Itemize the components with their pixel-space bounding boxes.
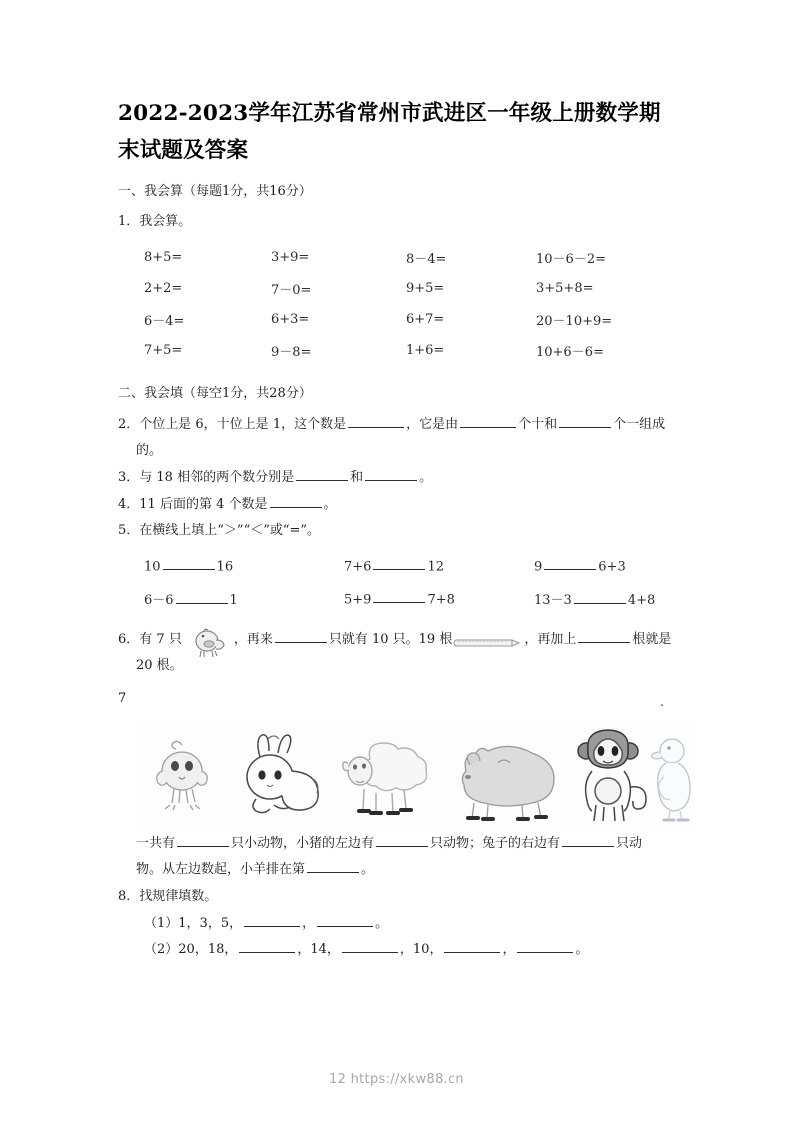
answer-blank[interactable] bbox=[296, 468, 348, 481]
answer-blank[interactable] bbox=[562, 833, 614, 846]
comparison-item bbox=[344, 590, 534, 607]
arithmetic-item: 6+3= bbox=[271, 312, 310, 328]
arithmetic-item: 6+7= bbox=[406, 312, 445, 328]
question-7-text-4: 只动 bbox=[616, 835, 643, 851]
pig-drawing-icon bbox=[440, 719, 568, 827]
question-4-text-1: 11 后面的第 4 个数是 bbox=[139, 496, 268, 512]
page-content bbox=[118, 96, 678, 964]
question-3-text-2: 和 bbox=[350, 469, 364, 485]
answer-blank[interactable] bbox=[275, 629, 327, 642]
sequence-part-1: （2）20，18， bbox=[144, 942, 238, 958]
answer-blank[interactable] bbox=[365, 468, 417, 481]
answer-blank[interactable] bbox=[578, 629, 630, 642]
question-3-text-3: 。 bbox=[419, 469, 433, 485]
answer-blank[interactable] bbox=[239, 940, 295, 953]
question-5-label: 5．在横线上填上“＞”“＜”或“=”。 bbox=[118, 523, 321, 539]
answer-blank[interactable] bbox=[342, 940, 398, 953]
question-7-text-3: 只动物；兔子的右边有 bbox=[430, 835, 561, 851]
question-3 bbox=[118, 465, 678, 492]
sequence-part-4: ， bbox=[502, 942, 516, 958]
question-7-trailing-dot: . bbox=[659, 695, 664, 711]
arithmetic-item: 3+5+8= bbox=[536, 281, 594, 297]
comparison-right: 7+8 bbox=[427, 591, 455, 607]
question-7-number-row bbox=[118, 686, 678, 713]
arithmetic-item: 7+5= bbox=[144, 343, 183, 359]
stick-drawing-icon bbox=[453, 633, 521, 645]
answer-blank[interactable] bbox=[348, 414, 404, 427]
comparison-item bbox=[534, 589, 689, 608]
answer-blank[interactable] bbox=[317, 913, 373, 926]
arithmetic-item: 8+5= bbox=[144, 250, 183, 266]
arithmetic-row bbox=[144, 242, 684, 273]
answer-blank[interactable] bbox=[307, 860, 359, 873]
question-2-text-4: 个一组成 bbox=[613, 416, 666, 432]
question-2 bbox=[118, 412, 678, 439]
comparison-item bbox=[534, 557, 689, 574]
question-6-text-5: 根就是 bbox=[632, 631, 672, 647]
sequence-part-3: ，10， bbox=[399, 942, 443, 958]
arithmetic-item: 3+9= bbox=[271, 250, 310, 266]
answer-blank[interactable] bbox=[376, 833, 428, 846]
answer-blank[interactable] bbox=[373, 557, 425, 570]
answer-blank[interactable] bbox=[177, 833, 229, 846]
arithmetic-item: 10+6－6= bbox=[536, 345, 604, 361]
answer-blank[interactable] bbox=[373, 590, 425, 603]
comparison-left: 13－3 bbox=[534, 592, 572, 608]
question-2-continued: 的。 bbox=[136, 443, 163, 459]
comparison-row bbox=[144, 549, 689, 582]
rabbit-drawing-icon bbox=[226, 719, 336, 827]
section-heading-1: 一、我会算（每题1分，共16分） bbox=[118, 183, 312, 199]
comparison-item bbox=[144, 589, 344, 608]
question-8-item-2 bbox=[144, 937, 678, 964]
arithmetic-item: 9+5= bbox=[406, 281, 445, 297]
arithmetic-item: 7－0= bbox=[271, 283, 312, 299]
question-2-text-3: 个十和 bbox=[518, 416, 558, 432]
answer-blank[interactable] bbox=[460, 414, 516, 427]
question-6-continued: 20 根。 bbox=[136, 658, 183, 674]
answer-blank[interactable] bbox=[544, 557, 596, 570]
page-footer: 12 https://xkw88.cn bbox=[329, 1072, 464, 1087]
arithmetic-row bbox=[144, 335, 684, 366]
question-3-text-1: 与 18 相邻的两个数分别是 bbox=[139, 469, 295, 485]
chick-drawing-icon bbox=[140, 719, 230, 827]
duck-drawing-icon bbox=[640, 719, 700, 827]
question-7-text-line-2 bbox=[136, 857, 678, 884]
arithmetic-grid bbox=[144, 242, 684, 366]
arithmetic-item: 8－4= bbox=[406, 252, 447, 268]
question-6 bbox=[118, 627, 678, 654]
animal-picture-strip bbox=[140, 719, 692, 827]
comparison-row bbox=[144, 582, 689, 615]
answer-blank[interactable] bbox=[559, 414, 611, 427]
question-8-item-1 bbox=[144, 911, 678, 938]
sequence-part-5: 。 bbox=[575, 942, 589, 958]
question-7-number: 7 bbox=[118, 691, 127, 707]
arithmetic-item: 20－10+9= bbox=[536, 314, 613, 330]
comparison-right: 4+8 bbox=[627, 592, 656, 608]
answer-blank[interactable] bbox=[444, 940, 500, 953]
question-4-number: 4． bbox=[118, 496, 140, 512]
comparison-right: 16 bbox=[216, 558, 234, 574]
answer-blank[interactable] bbox=[163, 557, 215, 570]
question-6-text-2: ，再来 bbox=[233, 631, 273, 647]
answer-blank[interactable] bbox=[574, 590, 626, 603]
comparison-left: 5+9 bbox=[344, 591, 372, 607]
answer-blank[interactable] bbox=[517, 940, 573, 953]
arithmetic-row bbox=[144, 273, 684, 304]
comparison-right: 1 bbox=[229, 592, 238, 608]
comparison-left: 9 bbox=[534, 558, 543, 574]
question-7-text-5: 物。从左边数起，小羊排在第 bbox=[136, 862, 306, 878]
question-6-text-4: ，再加上 bbox=[524, 631, 577, 647]
question-8-label: 8．找规律填数。 bbox=[118, 888, 218, 904]
arithmetic-item: 2+2= bbox=[144, 281, 183, 297]
comparison-left: 7+6 bbox=[344, 558, 372, 574]
answer-blank[interactable] bbox=[176, 590, 228, 603]
page-title: 2022-2023学年江苏省常州市武进区一年级上册数学期末试题及答案 bbox=[118, 101, 661, 163]
sequence-part-2: ，14， bbox=[297, 942, 340, 958]
sequence-separator: ， bbox=[302, 915, 316, 931]
comparison-item bbox=[344, 557, 534, 574]
question-6-text-3: 只就有 10 只。19 根 bbox=[328, 631, 453, 647]
question-1-label: 1．我会算。 bbox=[118, 214, 192, 230]
comparison-right: 6+3 bbox=[598, 558, 626, 574]
section-heading-2: 二、我会填（每空1分，共28分） bbox=[118, 386, 312, 402]
question-6-number: 6． bbox=[118, 631, 140, 647]
comparison-right: 12 bbox=[427, 558, 444, 574]
answer-blank[interactable] bbox=[244, 913, 300, 926]
sheep-drawing-icon bbox=[334, 719, 442, 827]
question-7-text-6: 。 bbox=[361, 862, 375, 878]
comparison-left: 6－6 bbox=[144, 592, 174, 608]
arithmetic-item: 6－4= bbox=[144, 314, 185, 330]
question-7-text-1: 一共有 bbox=[136, 835, 176, 851]
arithmetic-item: 9－8= bbox=[271, 345, 312, 361]
arithmetic-row bbox=[144, 304, 684, 335]
question-2-text-1: 个位上是 6，十位上是 1，这个数是 bbox=[139, 416, 347, 432]
question-7-text-line-1 bbox=[136, 831, 678, 858]
sequence-prefix: （1）1，3，5， bbox=[144, 915, 243, 931]
question-6-text-1: 有 7 只 bbox=[139, 631, 182, 647]
comparison-grid bbox=[144, 549, 689, 615]
question-4-text-2: 。 bbox=[323, 496, 337, 512]
question-2-text-2: ，它是由 bbox=[406, 416, 459, 432]
question-2-number: 2． bbox=[118, 416, 140, 432]
arithmetic-item: 10－6－2= bbox=[536, 252, 606, 268]
sequence-suffix: 。 bbox=[375, 915, 389, 931]
comparison-left: 10 bbox=[144, 558, 161, 574]
answer-blank[interactable] bbox=[270, 494, 322, 507]
arithmetic-item: 1+6= bbox=[406, 343, 445, 359]
comparison-item bbox=[144, 557, 344, 574]
question-7-text-2: 只小动物，小猪的左边有 bbox=[231, 835, 375, 851]
question-4 bbox=[118, 492, 678, 519]
question-3-number: 3． bbox=[118, 469, 140, 485]
